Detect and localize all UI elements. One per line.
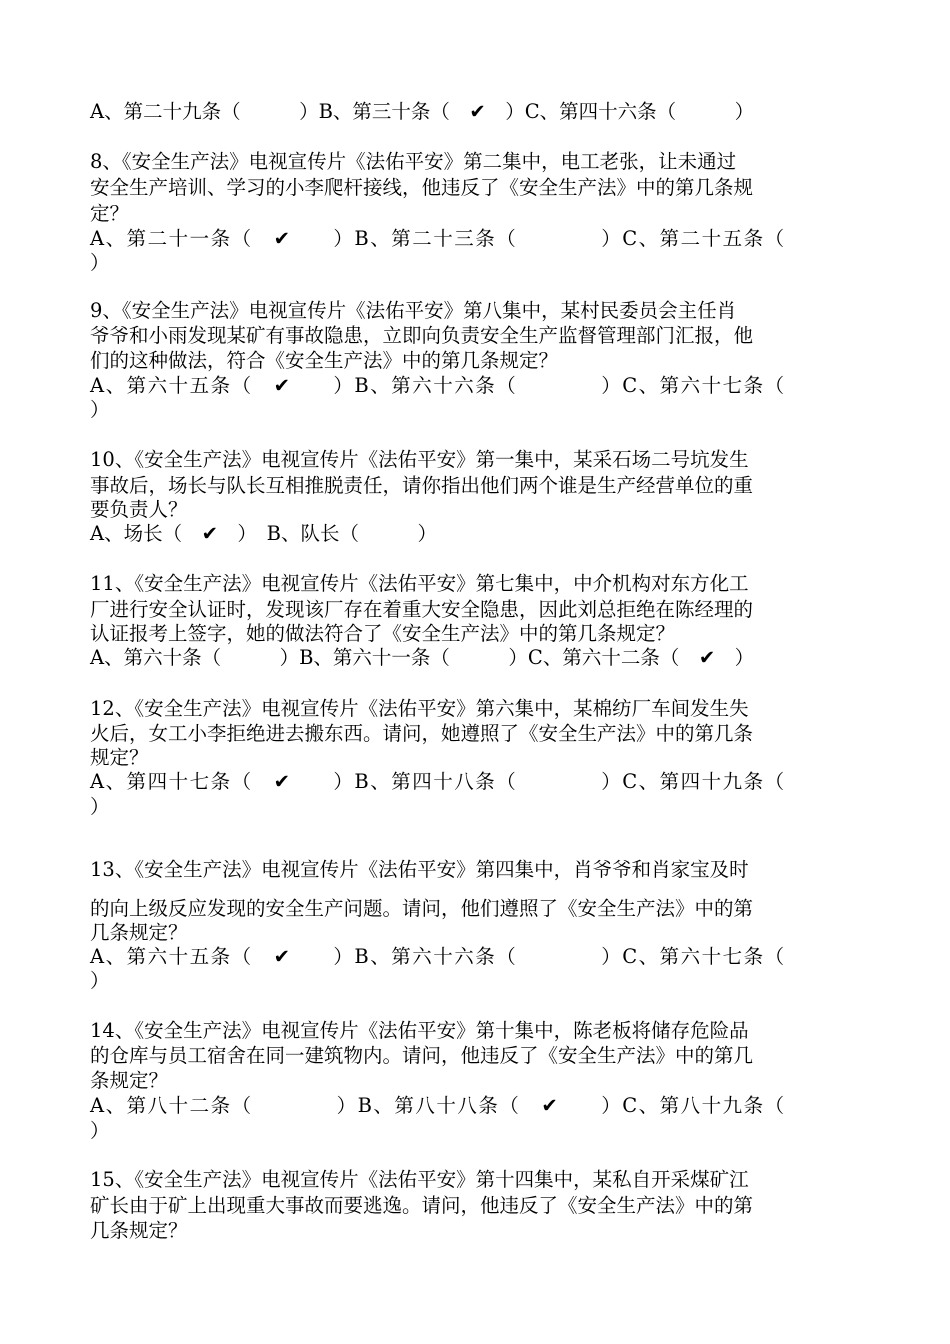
q8-options: A、第二十一条（ ✔ ）B、第二十三条（ ）C、第二十五条（ (90, 227, 786, 250)
q13-question-line-3: 几条规定？ (90, 921, 188, 944)
q8-question-line-1: 8、《安全生产法》电视宣传片《法佑平安》第二集中，电工老张，让未通过 (90, 150, 737, 173)
q12-question-line-2: 火后，女工小李拒绝进去搬东西。请问，她遵照了《安全生产法》中的第几条 (90, 722, 754, 745)
q13-question-line-1: 13、《安全生产法》电视宣传片《法佑平安》第四集中，肖爷爷和肖家宝及时 (90, 858, 749, 881)
q15-question-line-1: 15、《安全生产法》电视宣传片《法佑平安》第十四集中，某私自开采煤矿江 (90, 1168, 749, 1191)
q8-question-line-2: 安全生产培训、学习的小李爬杆接线，他违反了《安全生产法》中的第几条规 (90, 176, 754, 199)
q9-question-line-2: 爷爷和小雨发现某矿有事故隐患，立即向负责安全生产监督管理部门汇报，他 (90, 324, 754, 347)
q8-question-line-3: 定？ (90, 202, 130, 225)
q11-question-line-3: 认证报考上签字，她的做法符合了《安全生产法》中的第几条规定？ (90, 622, 676, 645)
q12-question-line-3: 规定？ (90, 746, 149, 769)
q13-options-end: ） (90, 969, 110, 992)
q14-options-end: ） (90, 1119, 110, 1142)
q9-question-line-3: 们的这种做法，符合《安全生产法》中的第几条规定？ (90, 349, 559, 372)
q13-question-line-2: 的向上级反应发现的安全生产问题。请问，他们遵照了《安全生产法》中的第 (90, 897, 754, 920)
q15-question-line-2: 矿长由于矿上出现重大事故而要逃逸。请问，他违反了《安全生产法》中的第 (90, 1194, 754, 1217)
q9-question-line-1: 9、《安全生产法》电视宣传片《法佑平安》第八集中，某村民委员会主任肖 (90, 299, 737, 322)
q11-question-line-1: 11、《安全生产法》电视宣传片《法佑平安》第七集中，中介机构对东方化工 (90, 572, 749, 595)
q11-question-line-2: 厂进行安全认证时，发现该厂存在着重大安全隐患，因此刘总拒绝在陈经理的 (90, 598, 754, 621)
q12-options-end: ） (90, 795, 110, 818)
q12-options: A、第四十七条（ ✔ ）B、第四十八条（ ）C、第四十九条（ (90, 770, 786, 793)
q8-options-end: ） (90, 251, 110, 274)
q10-question-line-3: 要负责人？ (90, 498, 188, 521)
q9-options-end: ） (90, 398, 110, 421)
q11-options: A、第六十条（ ）B、第六十一条（ ）C、第六十二条（ ✔ ） (90, 646, 755, 669)
q14-question-line-3: 条规定？ (90, 1069, 169, 1092)
q13-options: A、第六十五条（ ✔ ）B、第六十六条（ ）C、第六十七条（ (90, 945, 786, 968)
q10-question-line-1: 10、《安全生产法》电视宣传片《法佑平安》第一集中，某采石场二号坑发生 (90, 448, 749, 471)
q10-options: A、场长（ ✔ ） B、队长（ ） (90, 522, 438, 545)
q14-question-line-1: 14、《安全生产法》电视宣传片《法佑平安》第十集中，陈老板将储存危险品 (90, 1019, 749, 1042)
q10-question-line-2: 事故后，场长与队长互相推脱责任，请你指出他们两个谁是生产经营单位的重 (90, 474, 754, 497)
q9-options: A、第六十五条（ ✔ ）B、第六十六条（ ）C、第六十七条（ (90, 374, 786, 397)
q15-question-line-3: 几条规定？ (90, 1219, 188, 1242)
q14-options: A、第八十二条（ ）B、第八十八条（ ✔ ）C、第八十九条（ (90, 1094, 786, 1117)
q14-question-line-2: 的仓库与员工宿舍在同一建筑物内。请问，他违反了《安全生产法》中的第几 (90, 1044, 754, 1067)
q12-question-line-1: 12、《安全生产法》电视宣传片《法佑平安》第六集中，某棉纺厂车间发生失 (90, 697, 749, 720)
q7-options: A、第二十九条（ ）B、第三十条（ ✔ ）C、第四十六条（ ） (90, 100, 755, 123)
